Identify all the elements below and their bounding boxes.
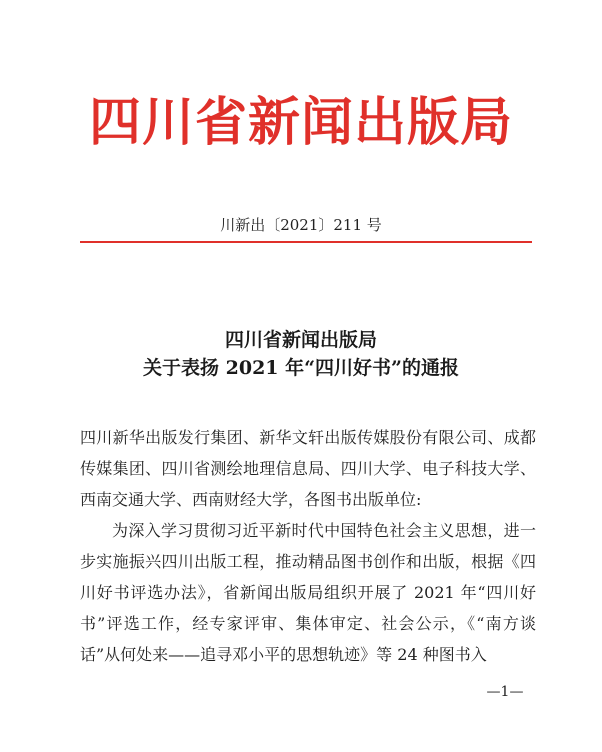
document-number: 川新出〔2021〕211 号 (220, 216, 382, 234)
title-line-2: 关于表扬 2021 年“四川好书”的通报 (143, 357, 459, 379)
document-body (80, 422, 536, 670)
title-line-1: 四川省新闻出版局 (224, 329, 377, 351)
agency-masthead: 四川省新闻出版局 (88, 92, 513, 153)
red-divider-line (80, 241, 532, 243)
body-paragraph-1: 为深入学习贯彻习近平新时代中国特色社会主义思想，进一步实施振兴四川出版工程，推动精品图书创作和出版，根据《四川好书评选办法》，省新闻出版局组织开展了 2021 年“四川好书”评选工作，经专家评审、集体审定、社会公示，《“南方谈话”从何处来——追寻邓小平的思想轨迹》等 24 种图书入 (80, 521, 536, 664)
salutation-paragraph: 四川新华出版发行集团、新华文轩出版传媒股份有限公司、成都传媒集团、四川省测绘地理信息局、四川大学、电子科技大学、西南交通大学、西南财经大学，各图书出版单位: (80, 428, 536, 509)
document-title (0, 326, 602, 382)
page-number: —1— (486, 684, 524, 700)
